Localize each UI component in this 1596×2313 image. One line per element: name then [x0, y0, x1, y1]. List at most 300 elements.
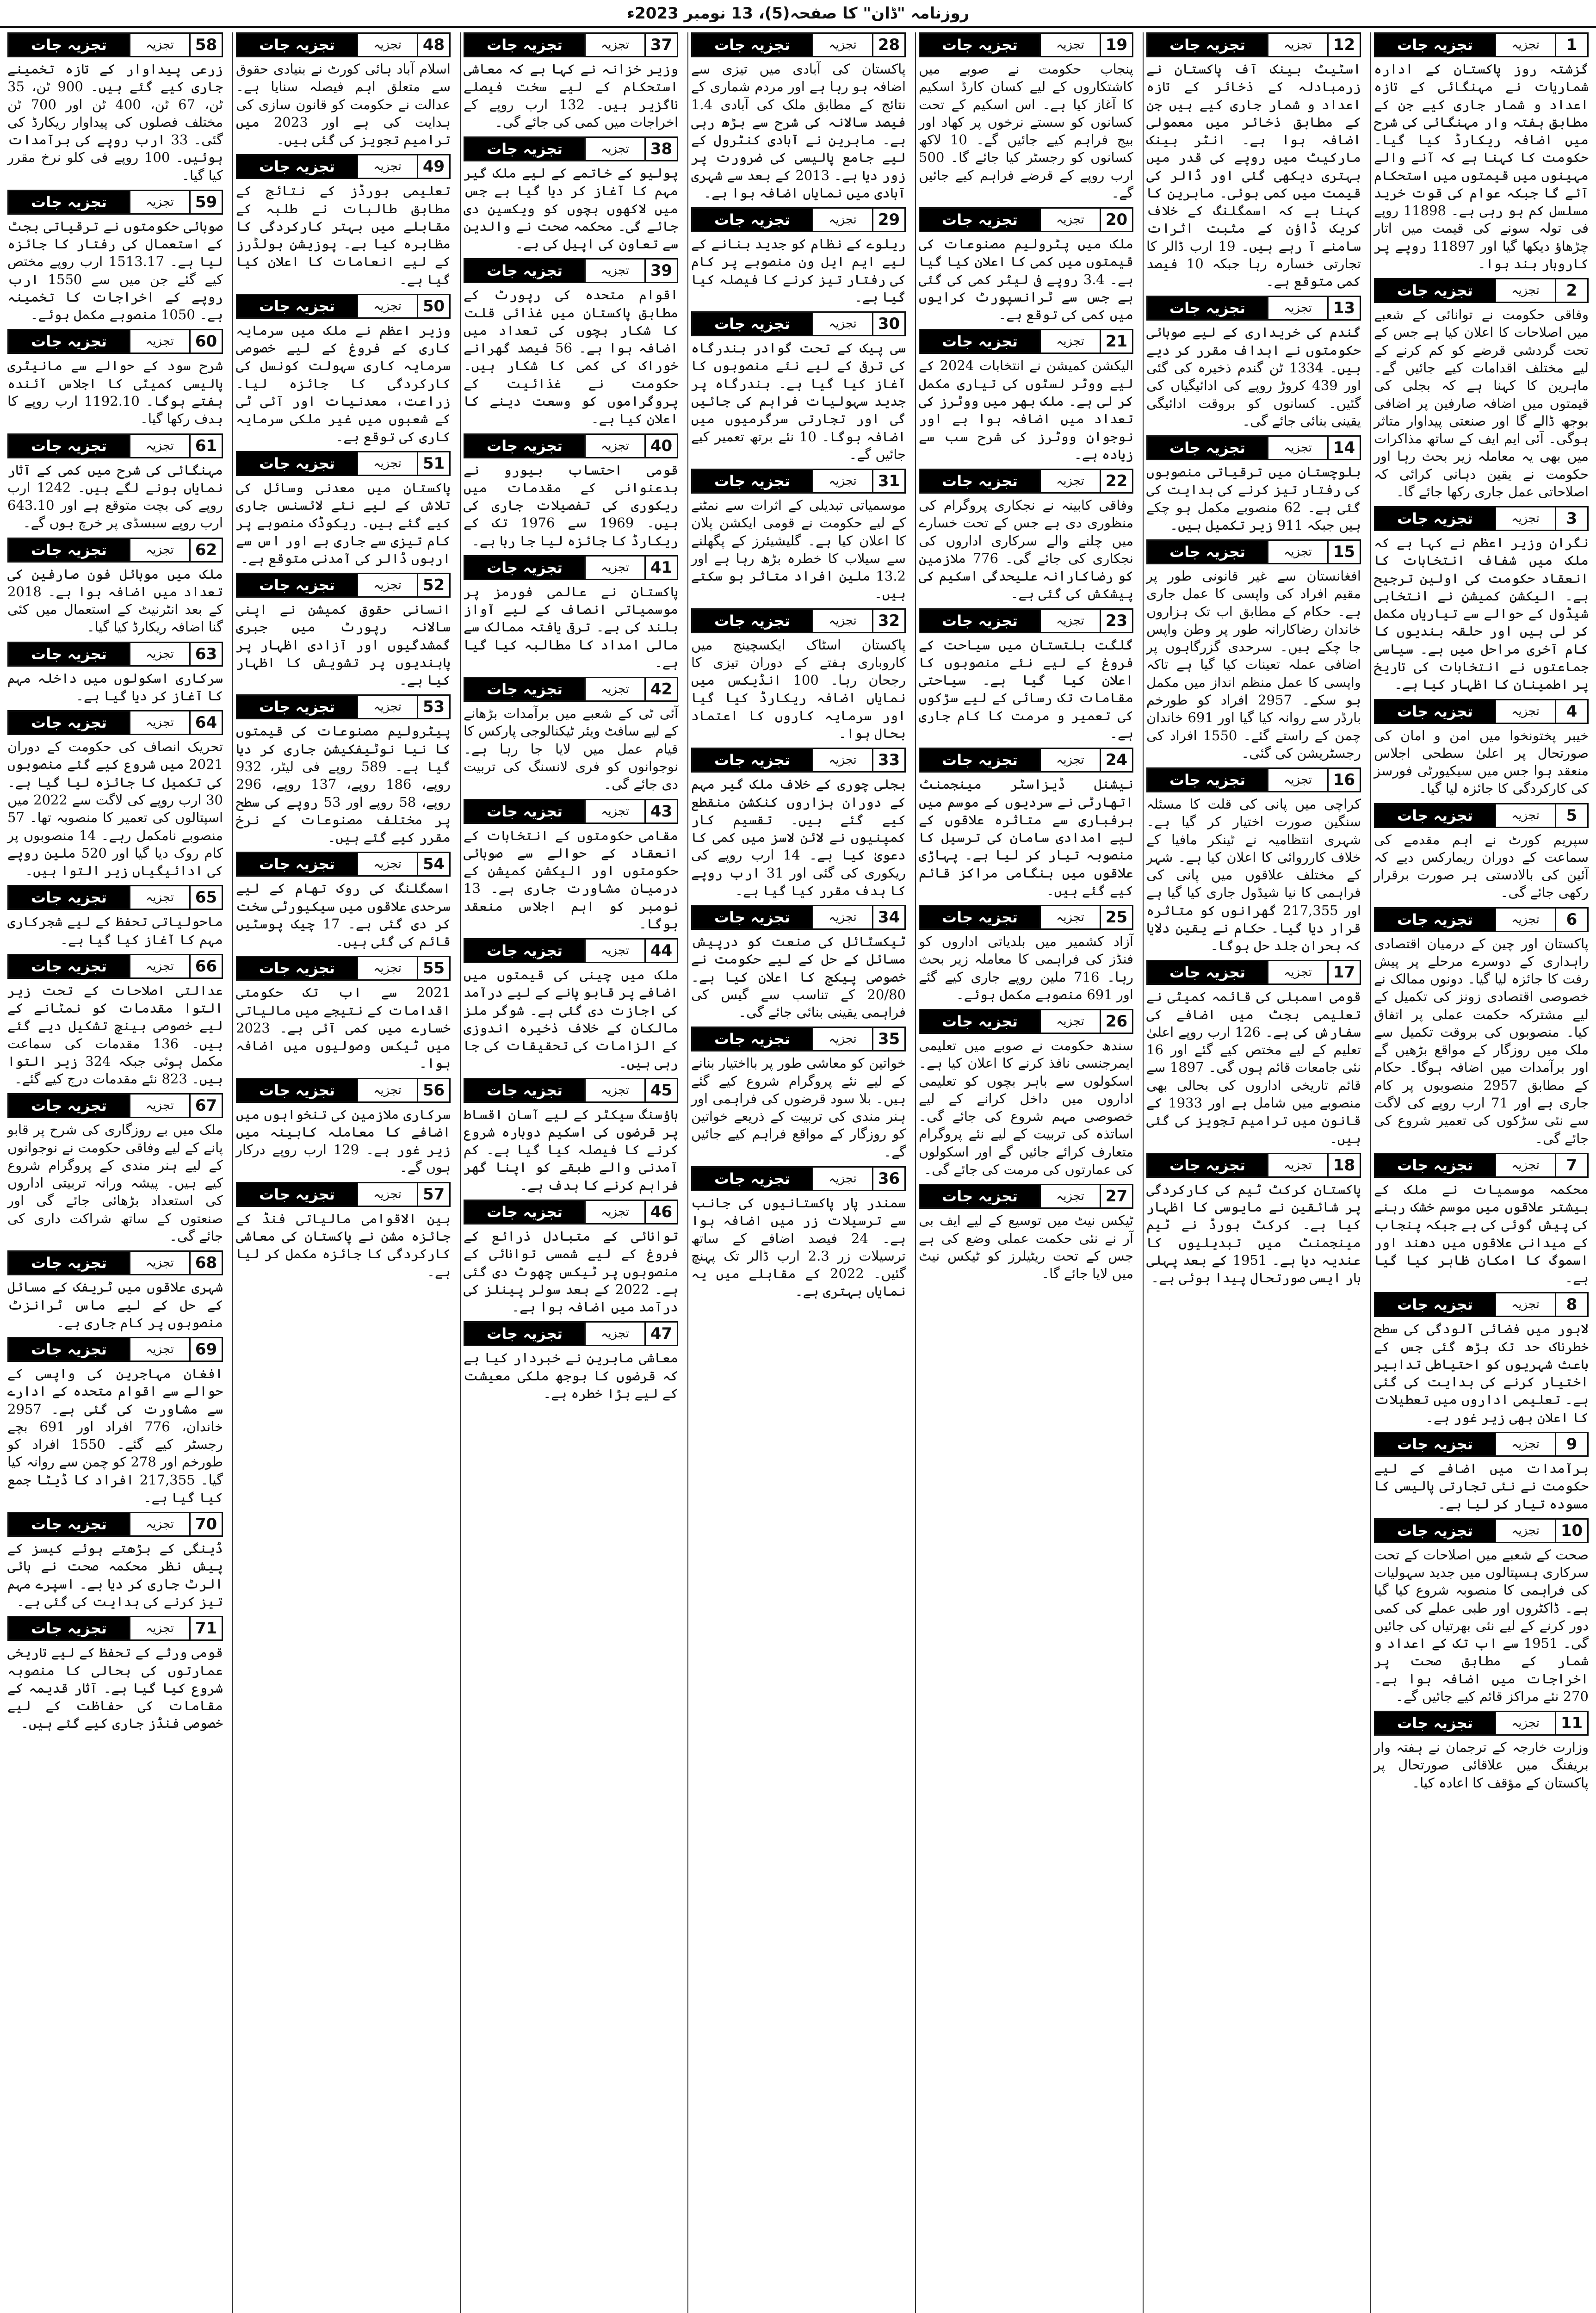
news-entry — [7, 642, 223, 705]
news-entry — [464, 1078, 678, 1194]
entry-heading — [1146, 435, 1361, 460]
entry-body-text: وفاقی حکومت نے توانائی کے شعبے میں اصلاحات کا اعلان کیا ہے جس کے تحت گردشی قرضے کو کم کرنے کے لیے مختلف اقدامات کیے جائیں گے۔ ماہرین کا کہنا ہے کہ بجلی کی قیمتوں میں اضافہ صارفین پر اضافی بوجھ ڈالے گا اور صنعتی پیداوار متاثر ہوگی۔ آئی ایم ایف کے ساتھ مذاکرات میں بھی یہ معاملہ زیر بحث رہا اور حکومت نے یقین دہانی کرائی کہ اصلاحاتی عمل جاری رکھا جائے گا۔ — [1374, 307, 1589, 500]
entry-body-text: ریلوے کے نظام کو جدید بنانے کے لیے ایم ایل ون منصوبے پر کام کی رفتار تیز کرنے کا فیصلہ کیا گیا ہے۔ — [691, 236, 906, 305]
entry-heading — [1146, 767, 1361, 792]
entry-body-text: آئی ٹی کے شعبے میں برآمدات بڑھانے کے لیے سافٹ ویئر ٹیکنالوجی پارکس کا قیام عمل میں لایا جا رہا ہے۔ نوجوانوں کو فری لانسنگ کی تربیت دی جائے گی۔ — [464, 705, 678, 792]
entry-label: تجزیہ — [1039, 906, 1100, 928]
entry-body-text: تعلیمی بورڈز کے نتائج کے مطابق طالبات نے طلبہ کے مقابلے میں بہتر کارکردگی کا مظاہرہ کیا ہے۔ پوزیشن ہولڈرز کے لیے انعامات کا اعلان کیا گیا ہے۔ — [236, 183, 451, 287]
news-entry — [7, 1337, 223, 1506]
entry-heading — [464, 938, 678, 963]
entry-title: تجزیہ جات — [1375, 279, 1495, 302]
entry-body-text: گندم کی خریداری کے لیے صوبائی حکومتوں نے اہداف مقرر کر دیے ہیں۔ 1334 ٹن گندم ذخیرہ کی گئی اور 439 کروڑ روپے کی ادائیگیاں کی گئیں۔ کسانوں کو بروقت ادائیگی یقینی بنائی جائے گی۔ — [1146, 324, 1361, 429]
news-entry — [919, 748, 1133, 899]
entry-title: تجزیہ جات — [1375, 909, 1495, 931]
news-entry — [464, 555, 678, 671]
column-7 — [5, 32, 226, 2313]
news-entry — [1374, 803, 1589, 902]
entry-label: تجزیہ — [129, 34, 189, 56]
entry-heading — [1374, 278, 1589, 303]
entry-number: 58 — [189, 34, 222, 56]
entry-body-text: شرح سود کے حوالے سے مانیٹری پالیسی کمیٹی کا اجلاس آئندہ ہفتے ہوگا۔ 1192.10 ارب روپے کا ہدف رکھا گیا۔ — [7, 358, 223, 427]
entry-body-text: پنجاب حکومت نے صوبے میں کاشتکاروں کے لیے کسان کارڈ اسکیم کا آغاز کیا ہے۔ اس اسکیم کے تحت کسانوں کو سستے نرخوں پر کھاد اور بیج فراہم کیے جائیں گے۔ 10 لاکھ کسانوں کو رجسٹر کیا جائے گا۔ 500 ارب روپے کے قرضے فراہم کیے جائیں گے۔ — [919, 61, 1133, 201]
entry-heading — [464, 677, 678, 702]
entry-label: تجزیہ — [357, 696, 417, 718]
news-entry — [464, 32, 678, 131]
entry-label: تجزیہ — [129, 330, 189, 353]
entry-body-text: پاکستان کرکٹ ٹیم کی کارکردگی پر شائقین نے مایوسی کا اظہار کیا ہے۔ کرکٹ بورڈ نے ٹیم مینجمنٹ میں تبدیلیوں کا عندیہ دیا ہے۔ 1951 کے بعد پہلی بار ایسی صورتحال پیدا ہوئی ہے۔ — [1146, 1181, 1361, 1286]
entry-title: تجزیہ جات — [465, 260, 584, 282]
entry-number: 56 — [417, 1079, 449, 1101]
column-6 — [232, 32, 453, 2313]
entry-heading — [1374, 1153, 1589, 1178]
entry-number: 33 — [872, 749, 904, 771]
entry-label: تجزیہ — [1039, 470, 1100, 492]
entry-body-text: انسانی حقوق کمیشن نے اپنی سالانہ رپورٹ میں جبری گمشدگیوں اور آزادی اظہار پر پابندیوں پر تشویش کا اظہار کیا ہے۔ — [236, 601, 451, 688]
news-entry — [7, 710, 223, 879]
entry-number: 12 — [1327, 34, 1360, 56]
entry-heading — [464, 433, 678, 458]
entry-label: تجزیہ — [1495, 700, 1555, 723]
entry-number: 29 — [872, 209, 904, 231]
entry-label: تجزیہ — [129, 435, 189, 457]
entry-title: تجزیہ جات — [9, 435, 129, 457]
entry-label: تجزیہ — [584, 1201, 644, 1223]
entry-label: تجزیہ — [1039, 610, 1100, 632]
entry-number: 69 — [189, 1338, 222, 1361]
entry-title: تجزیہ جات — [9, 34, 129, 56]
news-entry — [7, 1616, 223, 1732]
entry-label: تجزیہ — [357, 957, 417, 979]
entry-heading — [919, 207, 1133, 232]
entry-number: 60 — [189, 330, 222, 353]
entry-number: 53 — [417, 696, 449, 718]
entry-label: تجزیہ — [584, 435, 644, 457]
entry-label: تجزیہ — [129, 643, 189, 665]
entry-body-text: اقوام متحدہ کی رپورٹ کے مطابق پاکستان میں غذائی قلت کا شکار بچوں کی تعداد میں اضافہ ہوا ہے۔ 56 فیصد گھرانے خوراک کی کمی کا شکار ہیں۔ حکومت نے غذائیت کے پروگراموں کو وسعت دینے کا اعلان کیا ہے۔ — [464, 287, 679, 427]
page-header — [0, 0, 1596, 28]
entry-number: 26 — [1100, 1010, 1132, 1033]
news-entry — [1146, 32, 1361, 290]
entry-heading — [919, 32, 1133, 57]
entry-number: 22 — [1100, 470, 1132, 492]
entry-body-text: وزارت خارجہ کے ترجمان نے ہفتہ وار بریفنگ میں علاقائی صورتحال پر پاکستان کے مؤقف کا اعادہ کیا۔ — [1374, 1739, 1589, 1791]
entry-title: تجزیہ جات — [1375, 34, 1495, 56]
entry-heading — [464, 136, 678, 161]
entry-label: تجزیہ — [584, 940, 644, 962]
entry-body-text: اسلام آباد ہائی کورٹ نے بنیادی حقوق سے متعلق اہم فیصلہ سنایا ہے۔ عدالت نے حکومت کو قانون سازی کی ہدایت کی ہے اور 2023 میں ترامیم تجویز کی گئی ہیں۔ — [236, 61, 451, 148]
entry-number: 11 — [1555, 1712, 1587, 1734]
entry-number: 42 — [644, 678, 677, 700]
entry-heading — [919, 1184, 1133, 1209]
news-entry — [691, 905, 906, 1021]
entry-title: تجزیہ جات — [693, 749, 812, 771]
entry-body-text: توانائی کے متبادل ذرائع کے فروغ کے لیے شمسی توانائی کے منصوبوں پر ٹیکس چھوٹ دی گئی ہے۔ 2022 کے بعد سولر پینلز کی درآمد میں اضافہ ہوا ہے۔ — [464, 1228, 678, 1315]
news-entry — [1146, 1153, 1361, 1287]
entry-label: تجزیہ — [1267, 297, 1327, 319]
entry-heading — [1374, 1518, 1589, 1543]
entry-heading — [691, 1166, 906, 1191]
entry-body-text: وزیر خزانہ نے کہا ہے کہ معاشی استحکام کے لیے سخت فیصلے ناگزیر ہیں۔ 132 ارب روپے کے اخراجات میں کمی کی جائے گی۔ — [464, 61, 678, 130]
entry-heading — [464, 1200, 678, 1225]
entry-heading — [691, 1027, 906, 1051]
entry-body-text: لاہور میں فضائی آلودگی کی سطح خطرناک حد تک بڑھ گئی جس کے باعث شہریوں کو احتیاطی تدابیر اختیار کرنے کی ہدایت کی گئی ہے۔ تعلیمی اداروں میں تعطیلات کا اعلان بھی زیر غور ہے۔ — [1374, 1321, 1589, 1425]
entry-label: تجزیہ — [357, 155, 417, 178]
entry-number: 40 — [644, 435, 677, 457]
entry-heading — [7, 1512, 223, 1537]
entry-number: 38 — [644, 138, 677, 160]
entry-heading — [236, 1078, 451, 1103]
entry-heading — [919, 748, 1133, 773]
entry-body-text: گزشتہ روز پاکستان کے ادارہ شماریات نے مہنگائی کے تازہ اعداد و شمار جاری کیے جن کے مطابق ہفتہ وار مہنگائی کی شرح میں اضافہ ریکارڈ کیا گیا۔ حکومت کا کہنا ہے کہ آنے والے مہینوں میں قیمتوں میں استحکام آئے گا جبکہ عوام کی قوت خرید مسلسل کم ہو رہی ہے۔ 11898 روپے فی تولہ سونے کی قیمت میں اتار چڑھاؤ دیکھا گیا اور 11897 روپے پر کاروبار بند ہوا۔ — [1374, 61, 1589, 272]
entry-body-text: مقامی حکومتوں کے انتخابات کے انعقاد کے حوالے سے صوبائی حکومتوں اور الیکشن کمیشن کے درمیان مشاورت جاری ہے۔ 13 نومبر کو اہم اجلاس منعقد ہوگا۔ — [464, 827, 678, 932]
news-entry — [7, 1250, 223, 1331]
news-entry — [691, 748, 906, 899]
entry-number: 55 — [417, 957, 449, 979]
entry-title: تجزیہ جات — [1375, 700, 1495, 723]
news-entry — [1146, 539, 1361, 762]
news-entry — [691, 311, 906, 463]
entry-label: تجزیہ — [357, 853, 417, 875]
news-entry — [464, 136, 678, 253]
entry-label: تجزیہ — [1495, 34, 1555, 56]
entry-body-text: قومی احتساب بیورو نے بدعنوانی کے مقدمات میں ریکوری کی تفصیلات جاری کی ہیں۔ 1969 سے 1976 تک کے ریکارڈ کا جائزہ لیا جا رہا ہے۔ — [464, 462, 678, 549]
entry-number: 13 — [1327, 297, 1360, 319]
entry-body-text: ملک میں بے روزگاری کی شرح پر قابو پانے کے لیے وفاقی حکومت نے نوجوانوں کے لیے ہنر مندی کے پروگرام شروع کیے ہیں۔ پیشہ ورانہ تربیتی اداروں کی استعداد بڑھائی جائے گی اور صنعتوں کے ساتھ شراکت داری کی جائے گی۔ — [7, 1122, 223, 1244]
entry-heading — [236, 956, 451, 981]
news-entry — [691, 32, 906, 202]
entry-label: تجزیہ — [584, 138, 644, 160]
entry-body-text: 2021 سے اب تک حکومتی اقدامات کے نتیجے میں مالیاتی خسارے میں کمی آئی ہے۔ 2023 میں ٹیکس وصولیوں میں اضافہ ہوا۔ — [236, 984, 451, 1071]
entry-heading — [691, 207, 906, 232]
entry-title: تجزیہ جات — [693, 1168, 812, 1190]
entry-label: تجزیہ — [357, 34, 417, 56]
news-entry — [236, 294, 451, 445]
entry-body-text: تحریک انصاف کی حکومت کے دوران 2021 میں شروع کیے گئے منصوبوں کی تکمیل کا جائزہ لیا گیا ہے۔ 30 ارب روپے کی لاگت سے 2022 میں اسپتالوں کی تعمیر کا منصوبہ تھا۔ 57 منصوبے نامکمل رہے۔ 14 منصوبوں پر کام روک دیا گیا اور 520 ملین روپے کی ادائیگیاں زیر التوا ہیں۔ — [7, 739, 223, 879]
entry-label: تجزیہ — [812, 749, 872, 771]
entry-number: 46 — [644, 1201, 677, 1223]
entry-heading — [919, 905, 1133, 930]
entry-title: تجزیہ جات — [920, 906, 1039, 928]
news-entry — [691, 469, 906, 603]
entry-number: 66 — [189, 955, 222, 977]
entry-label: تجزیہ — [1495, 279, 1555, 302]
entry-title: تجزیہ جات — [9, 711, 129, 734]
entry-body-text: محکمہ موسمیات نے ملک کے بیشتر علاقوں میں موسم خشک رہنے کی پیش گوئی کی ہے جبکہ پنجاب کے میدانی علاقوں میں دھند اور اسموگ کا امکان ظاہر کیا گیا ہے۔ — [1374, 1181, 1589, 1286]
entry-body-text: گلگت بلتستان میں سیاحت کے فروغ کے لیے نئے منصوبوں کا اعلان کیا گیا ہے۔ سیاحتی مقامات تک رسائی کے لیے سڑکوں کی تعمیر و مرمت کا کام جاری ہے۔ — [919, 637, 1133, 741]
entry-heading — [1374, 699, 1589, 724]
entry-body-text: ڈینگی کے بڑھتے ہوئے کیسز کے پیش نظر محکمہ صحت نے ہائی الرٹ جاری کر دیا ہے۔ اسپرے مہم تیز کرنے کی ہدایت کی گئی ہے۔ — [7, 1540, 223, 1609]
entry-body-text: آزاد کشمیر میں بلدیاتی اداروں کو فنڈز کی فراہمی کا معاملہ زیر بحث رہا۔ 716 ملین روپے جاری کیے گئے اور 691 منصوبے مکمل ہوئے۔ — [919, 934, 1133, 1002]
entry-number: 17 — [1327, 961, 1360, 983]
entry-body-text: پولیو کے خاتمے کے لیے ملک گیر مہم کا آغاز کر دیا گیا ہے جس میں لاکھوں بچوں کو ویکسین دی جائے گی۔ محکمہ صحت نے والدین سے تعاون کی اپیل کی ہے۔ — [464, 165, 678, 252]
entry-heading — [7, 1250, 223, 1275]
entry-body-text: بین الاقوامی مالیاتی فنڈ کے جائزہ مشن نے پاکستان کی معاشی کارکردگی کا جائزہ مکمل کر لیا ہے۔ — [236, 1210, 451, 1280]
news-entry — [919, 1009, 1133, 1178]
entry-title: تجزیہ جات — [465, 800, 584, 823]
entry-title: تجزیہ جات — [465, 678, 584, 700]
entry-heading — [919, 608, 1133, 633]
entry-body-text: بجلی چوری کے خلاف ملک گیر مہم کے دوران ہزاروں کنکشن منقطع کیے گئے ہیں۔ تقسیم کار کمپنیوں نے لائن لاسز میں کمی کا دعویٰ کیا ہے۔ 14 ارب روپے کی ریکوری کی گئی اور 31 ارب روپے کا ہدف مقرر کیا گیا ہے۔ — [691, 776, 906, 898]
entry-number: 10 — [1555, 1520, 1587, 1542]
entry-title: تجزیہ جات — [920, 1010, 1039, 1033]
entry-number: 21 — [1100, 330, 1132, 353]
entry-heading — [236, 1182, 451, 1207]
news-entry — [464, 433, 678, 550]
news-entry — [1146, 296, 1361, 430]
entry-number: 23 — [1100, 610, 1132, 632]
column-4 — [687, 32, 909, 2313]
entry-body-text: صوبائی حکومتوں نے ترقیاتی بجٹ کے استعمال کی رفتار کا جائزہ لیا ہے۔ 1513.17 ارب روپے مختص کیے گئے جن میں سے 1550 ارب روپے کے اخراجات کا تخمینہ ہے۔ 1050 منصوبے مکمل ہوئے۔ — [7, 218, 223, 323]
entry-body-text: نیشنل ڈیزاسٹر مینجمنٹ اتھارٹی نے سردیوں کے موسم میں برفباری سے متاثرہ علاقوں کے لیے امدادی سامان کی ترسیل کا منصوبہ تیار کر لیا ہے۔ پہاڑی علاقوں میں ہنگامی مراکز قائم کیے گئے ہیں۔ — [919, 776, 1133, 898]
entry-title: تجزیہ جات — [693, 1028, 812, 1050]
entry-label: تجزیہ — [812, 34, 872, 56]
news-entry — [236, 32, 451, 148]
entry-title: تجزیہ جات — [920, 209, 1039, 231]
entry-title: تجزیہ جات — [237, 1079, 357, 1101]
entry-title: تجزیہ جات — [9, 955, 129, 977]
entry-heading — [236, 451, 451, 476]
entry-label: تجزیہ — [1039, 1185, 1100, 1207]
news-entry — [236, 451, 451, 567]
entry-number: 45 — [644, 1079, 677, 1101]
entry-title: تجزیہ جات — [465, 138, 584, 160]
entry-number: 2 — [1555, 279, 1587, 302]
entry-number: 15 — [1327, 541, 1360, 563]
entry-body-text: پاکستان اور چین کے درمیان اقتصادی راہداری کے دوسرے مرحلے پر پیش رفت کا جائزہ لیا گیا۔ دونوں ممالک نے خصوصی اقتصادی زونز کی تکمیل کے لیے مشترکہ حکمت عملی پر اتفاق کیا۔ منصوبوں کی بروقت تکمیل سے ملک میں روزگار کے مواقع بڑھیں گے اور برآمدات میں اضافہ ہوگا۔ حکام کے مطابق 2957 منصوبوں پر کام جاری ہے اور 71 ارب روپے کی لاگت سے نئی سڑکوں کی تعمیر شروع کی جائے گی۔ — [1374, 935, 1589, 1146]
news-entry — [7, 190, 223, 324]
news-entry — [1374, 278, 1589, 501]
entry-number: 54 — [417, 853, 449, 875]
entry-body-text: سرکاری اسکولوں میں داخلہ مہم کا آغاز کر دیا گیا ہے۔ — [7, 670, 223, 704]
entry-label: تجزیہ — [1267, 961, 1327, 983]
entry-body-text: پیٹرولیم مصنوعات کی قیمتوں کا نیا نوٹیفکیشن جاری کر دیا گیا ہے۔ 589 روپے فی لیٹر، 932 روپے، 186 روپے، 137 روپے، 296 روپے، 58 روپے اور 53 روپے کی سطح پر مختلف مصنوعات کے نرخ مقرر کیے گئے ہیں۔ — [236, 723, 451, 846]
entry-title: تجزیہ جات — [920, 610, 1039, 632]
entry-body-text: ہاؤسنگ سیکٹر کے لیے آسان اقساط پر قرضوں کی اسکیم دوبارہ شروع کرنے کا فیصلہ کیا گیا ہے۔ کم آمدنی والے طبقے کو اپنا گھر فراہم کرنے کا ہدف ہے۔ — [464, 1106, 678, 1193]
entry-number: 59 — [189, 191, 222, 213]
entry-number: 3 — [1555, 507, 1587, 530]
entry-body-text: عدالتی اصلاحات کے تحت زیر التوا مقدمات کو نمٹانے کے لیے خصوصی بینچ تشکیل دیے گئے ہیں۔ 136 مقدمات کی سماعت مکمل ہوئی جبکہ 324 زیر التوا ہیں۔ 823 نئے مقدمات درج کیے گئے۔ — [7, 982, 223, 1087]
news-entry — [7, 954, 223, 1088]
entry-body-text: کراچی میں پانی کی قلت کا مسئلہ سنگین صورت اختیار کر گیا ہے۔ شہری انتظامیہ نے ٹینکر مافیا کے خلاف کارروائی کا اعلان کیا ہے۔ شہر کے مختلف علاقوں میں پانی کی فراہمی کا نیا شیڈول جاری کیا گیا ہے اور 217,355 گھرانوں کو متاثرہ قرار دیا گیا۔ حکام نے یقین دلایا کہ بحران جلد حل ہوگا۔ — [1146, 796, 1361, 954]
entry-number: 50 — [417, 295, 449, 317]
entry-title: تجزیہ جات — [920, 749, 1039, 771]
entry-label: تجزیہ — [129, 1338, 189, 1361]
entry-label: تجزیہ — [129, 1513, 189, 1535]
entry-heading — [7, 190, 223, 215]
entry-heading — [691, 608, 906, 633]
entry-number: 52 — [417, 574, 449, 596]
news-entry — [236, 852, 451, 950]
entry-title: تجزیہ جات — [1148, 961, 1267, 983]
entry-body-text: سمندر پار پاکستانیوں کی جانب سے ترسیلات زر میں اضافہ ہوا ہے۔ 24 فیصد اضافے کے ساتھ ترسیلات زر 2.3 ارب ڈالر تک پہنچ گئیں۔ 2022 کے مقابلے میں یہ نمایاں بہتری ہے۔ — [691, 1195, 906, 1299]
news-entry — [7, 329, 223, 427]
news-entry — [464, 1200, 678, 1316]
entry-title: تجزیہ جات — [1375, 1154, 1495, 1176]
entry-body-text: اسمگلنگ کی روک تھام کے لیے سرحدی علاقوں میں سیکیورٹی سخت کر دی گئی ہے۔ 17 چیک پوسٹیں قائم کی گئی ہیں۔ — [236, 880, 451, 950]
entry-number: 20 — [1100, 209, 1132, 231]
entry-title: تجزیہ جات — [9, 330, 129, 353]
entry-heading — [1146, 960, 1361, 985]
entry-title: تجزیہ جات — [1375, 1712, 1495, 1734]
entry-heading — [464, 799, 678, 824]
entry-title: تجزیہ جات — [1375, 804, 1495, 827]
entry-number: 16 — [1327, 769, 1360, 791]
news-entry — [1374, 32, 1589, 272]
entry-body-text: ٹیکس نیٹ میں توسیع کے لیے ایف بی آر نے نئی حکمت عملی وضع کی ہے جس کے تحت ریٹیلرز کو ٹیکس نیٹ میں لایا جائے گا۔ — [919, 1212, 1133, 1282]
entry-title: تجزیہ جات — [9, 539, 129, 561]
entry-label: تجزیہ — [812, 1028, 872, 1050]
entry-number: 34 — [872, 906, 904, 928]
entry-label: تجزیہ — [812, 313, 872, 335]
entry-heading — [1146, 539, 1361, 564]
entry-heading — [236, 852, 451, 877]
news-entry — [464, 799, 678, 933]
entry-heading — [1374, 803, 1589, 828]
news-entry — [236, 573, 451, 689]
entry-body-text: مہنگائی کی شرح میں کمی کے آثار نمایاں ہونے لگے ہیں۔ 1242 ارب روپے کی بچت متوقع ہے اور 643.10 ارب روپے سبسڈی پر خرچ ہوں گے۔ — [7, 462, 223, 531]
entry-label: تجزیہ — [1267, 34, 1327, 56]
entry-body-text: سپریم کورٹ نے اہم مقدمے کی سماعت کے دوران ریمارکس دیے کہ آئین کی بالادستی ہر صورت برقرار رکھی جائے گی۔ — [1374, 831, 1589, 901]
entry-label: تجزیہ — [1495, 1433, 1555, 1455]
news-entry — [7, 1093, 223, 1245]
entry-label: تجزیہ — [584, 1079, 644, 1101]
entry-heading — [464, 1078, 678, 1103]
entry-heading — [691, 32, 906, 57]
entry-body-text: صحت کے شعبے میں اصلاحات کے تحت سرکاری ہسپتالوں میں جدید سہولیات کی فراہمی کا منصوبہ شروع کیا گیا ہے۔ ڈاکٹروں اور طبی عملے کی کمی دور کرنے کے لیے نئی بھرتیاں کی جائیں گی۔ 1951 سے اب تک کے اعداد و شمار کے مطابق صحت پر اخراجات میں اضافہ ہوا ہے۔ 270 نئے مراکز قائم کیے جائیں گے۔ — [1374, 1546, 1589, 1704]
entry-title: تجزیہ جات — [9, 191, 129, 213]
entry-number: 32 — [872, 610, 904, 632]
entry-body-text: پاکستان اسٹاک ایکسچینج میں کاروباری ہفتے کے دوران تیزی کا رجحان رہا۔ 100 انڈیکس میں نمایاں اضافہ ریکارڈ کیا گیا اور سرمایہ کاروں کا اعتماد بحال ہوا۔ — [691, 637, 906, 741]
entry-label: تجزیہ — [812, 610, 872, 632]
entry-heading — [1146, 32, 1361, 57]
entry-label: تجزیہ — [1495, 804, 1555, 827]
entry-number: 65 — [189, 886, 222, 909]
entry-title: تجزیہ جات — [9, 1513, 129, 1535]
column-3 — [915, 32, 1136, 2313]
entry-number: 39 — [644, 260, 677, 282]
entry-heading — [691, 905, 906, 930]
entry-number: 6 — [1555, 909, 1587, 931]
entry-heading — [7, 642, 223, 667]
entry-title: تجزیہ جات — [920, 470, 1039, 492]
news-entry — [7, 32, 223, 184]
entry-title: تجزیہ جات — [9, 1338, 129, 1361]
entry-number: 49 — [417, 155, 449, 178]
page-title: روزنامہ "ڈان" کا صفحہ(5)، 13 نومبر 2023ء — [626, 4, 970, 23]
entry-body-text: افغانستان سے غیر قانونی طور پر مقیم افراد کی واپسی کا عمل جاری ہے۔ حکام کے مطابق اب تک ہزاروں خاندان رضاکارانہ طور پر وطن واپس جا چکے ہیں۔ سرحدی گزرگاہوں پر اضافی عملہ تعینات کیا گیا ہے تاکہ واپسی کا عمل منظم انداز میں مکمل ہو سکے۔ 2957 افراد کو طورخم بارڈر سے روانہ کیا گیا اور 691 خاندان چمن کے راستے گئے۔ 1550 افراد کی رجسٹریشن کی گئی۔ — [1146, 568, 1361, 761]
entry-body-text: افغان مہاجرین کی واپسی کے حوالے سے اقوام متحدہ کے ادارے سے مشاورت کی گئی ہے۔ 2957 خاندان، 776 افراد اور 691 بچے رجسٹر کیے گئے۔ 1550 افراد کو طورخم اور 278 کو چمن سے روانہ کیا گیا۔ 217,355 افراد کا ڈیٹا جمع کیا گیا ہے۔ — [7, 1366, 223, 1505]
entry-heading — [7, 1616, 223, 1641]
entry-body-text: پاکستان میں معدنی وسائل کی تلاش کے لیے نئے لائسنس جاری کیے گئے ہیں۔ ریکوڈک منصوبے پر کام تیزی سے جاری ہے اور اس سے اربوں ڈالر کی آمدنی متوقع ہے۔ — [236, 479, 451, 566]
entry-heading — [1374, 1432, 1589, 1457]
entry-label: تجزیہ — [1267, 1154, 1327, 1176]
news-entry — [7, 538, 223, 636]
entry-body-text: نگران وزیر اعظم نے کہا ہے کہ ملک میں شفاف انتخابات کا انعقاد حکومت کی اولین ترجیح ہے۔ الیکشن کمیشن نے انتخابی شیڈول کے حوالے سے تیاریاں مکمل کر لی ہیں اور حلقہ بندیوں کا کام آخری مراحل میں ہے۔ سیاسی جماعتوں نے انتخابات کی تاریخ پر اطمینان کا اظہار کیا ہے۔ — [1374, 535, 1589, 693]
entry-label: تجزیہ — [129, 955, 189, 977]
entry-body-text: الیکشن کمیشن نے انتخابات 2024 کے لیے ووٹر لسٹوں کی تیاری مکمل کر لی ہے۔ ملک بھر میں ووٹرز کی تعداد میں اضافہ ہوا ہے اور نوجوان ووٹرز کی شرح سب سے زیادہ ہے۔ — [919, 358, 1133, 462]
entry-heading — [919, 329, 1133, 354]
entry-title: تجزیہ جات — [9, 1095, 129, 1117]
entry-title: تجزیہ جات — [237, 295, 357, 317]
entry-title: تجزیہ جات — [237, 853, 357, 875]
news-entry — [919, 608, 1133, 742]
entry-heading — [236, 573, 451, 598]
entry-body-text: خواتین کو معاشی طور پر بااختیار بنانے کے لیے نئے پروگرام شروع کیے گئے ہیں۔ بلا سود قرضوں کی فراہمی اور ہنر مندی کی تربیت کے ذریعے خواتین کو روزگار کے مواقع فراہم کیے جائیں گے۔ — [691, 1055, 906, 1160]
entry-label: تجزیہ — [584, 557, 644, 579]
entry-body-text: ماحولیاتی تحفظ کے لیے شجرکاری مہم کا آغاز کیا گیا ہے۔ — [7, 914, 223, 947]
entry-heading — [7, 1337, 223, 1362]
entry-heading — [691, 311, 906, 336]
entry-heading — [7, 710, 223, 735]
entry-label: تجزیہ — [1039, 1010, 1100, 1033]
entry-body-text: برآمدات میں اضافے کے لیے حکومت نے نئی تجارتی پالیسی کا مسودہ تیار کر لیا ہے۔ — [1374, 1460, 1589, 1512]
news-entry — [7, 1512, 223, 1610]
entry-body-text: زرعی پیداوار کے تازہ تخمینے جاری کیے گئے ہیں۔ 900 ٹن، 35 ٹن، 67 ٹن، 400 ٹن اور 700 ٹن مختلف فصلوں کی پیداوار ریکارڈ کی گئی۔ 33 ارب روپے کی برآمدات ہوئیں۔ 100 روپے فی کلو نرخ مقرر کیا گیا۔ — [7, 61, 223, 183]
entry-heading — [919, 469, 1133, 494]
entry-title: تجزیہ جات — [465, 1079, 584, 1101]
news-entry — [691, 207, 906, 306]
entry-title: تجزیہ جات — [237, 1183, 357, 1206]
entry-title: تجزیہ جات — [920, 330, 1039, 353]
entry-number: 70 — [189, 1513, 222, 1535]
entry-heading — [464, 555, 678, 580]
entry-title: تجزیہ جات — [1148, 34, 1267, 56]
news-entry — [1146, 767, 1361, 954]
entry-body-text: خیبر پختونخوا میں امن و امان کی صورتحال پر اعلیٰ سطحی اجلاس منعقد ہوا جس میں سیکیورٹی فورسز کی کارکردگی کا جائزہ لیا گیا۔ — [1374, 727, 1589, 797]
entry-body-text: سی پیک کے تحت گوادر بندرگاہ کی ترقی کے لیے نئے منصوبوں کا آغاز کیا گیا ہے۔ بندرگاہ پر جدید سہولیات فراہم کی جائیں گی اور تجارتی سرگرمیوں میں اضافہ ہوگا۔ 10 نئے برتھ تعمیر کیے جائیں گے۔ — [691, 340, 906, 462]
entry-title: تجزیہ جات — [693, 906, 812, 928]
news-entry — [919, 469, 1133, 603]
entry-label: تجزیہ — [584, 260, 644, 282]
entry-title: تجزیہ جات — [693, 610, 812, 632]
news-entry — [919, 329, 1133, 463]
entry-label: تجزیہ — [1039, 749, 1100, 771]
entry-heading — [236, 32, 451, 57]
entry-label: تجزیہ — [1495, 507, 1555, 530]
news-entry — [464, 938, 678, 1072]
entry-title: تجزیہ جات — [237, 957, 357, 979]
entry-heading — [691, 748, 906, 773]
entry-body-text: سندھ حکومت نے صوبے میں تعلیمی ایمرجنسی نافذ کرنے کا اعلان کیا ہے۔ اسکولوں سے باہر بچوں کو تعلیمی اداروں میں داخل کرانے کے لیے خصوصی مہم شروع کی جائے گی۔ اساتذہ کی تربیت کے لیے نئے پروگرام متعارف کرائے جائیں گے اور اسکولوں کی عمارتوں کی مرمت کی جائے گی۔ — [919, 1038, 1133, 1178]
news-entry — [1374, 1292, 1589, 1426]
news-entry — [236, 1078, 451, 1176]
entry-number: 51 — [417, 452, 449, 475]
entry-number: 44 — [644, 940, 677, 962]
entry-body-text: وزیر اعظم نے ملک میں سرمایہ کاری کے فروغ کے لیے خصوصی سرمایہ کاری سہولت کونسل کی کارکردگی کا جائزہ لیا۔ زراعت، معدنیات اور آئی ٹی کے شعبوں میں غیر ملکی سرمایہ کاری کی توقع ہے۔ — [236, 322, 451, 445]
entry-label: تجزیہ — [129, 711, 189, 734]
entry-heading — [464, 1321, 678, 1346]
entry-title: تجزیہ جات — [1375, 1433, 1495, 1455]
entry-number: 9 — [1555, 1433, 1587, 1455]
news-entry — [1374, 1711, 1589, 1792]
entry-number: 43 — [644, 800, 677, 823]
column-2 — [1143, 32, 1364, 2313]
entry-number: 64 — [189, 711, 222, 734]
entry-title: تجزیہ جات — [237, 452, 357, 475]
entry-number: 37 — [644, 34, 677, 56]
entry-title: تجزیہ جات — [465, 1323, 584, 1345]
news-entry — [1374, 1432, 1589, 1513]
entry-body-text: شہری علاقوں میں ٹریفک کے مسائل کے حل کے لیے ماس ٹرانزٹ منصوبوں پر کام جاری ہے۔ — [7, 1279, 223, 1330]
entry-title: تجزیہ جات — [465, 557, 584, 579]
entry-label: تجزیہ — [584, 678, 644, 700]
entry-number: 31 — [872, 470, 904, 492]
news-entry — [691, 608, 906, 742]
entry-label: تجزیہ — [812, 470, 872, 492]
entry-number: 62 — [189, 539, 222, 561]
entry-label: تجزیہ — [129, 191, 189, 213]
entry-number: 57 — [417, 1183, 449, 1206]
